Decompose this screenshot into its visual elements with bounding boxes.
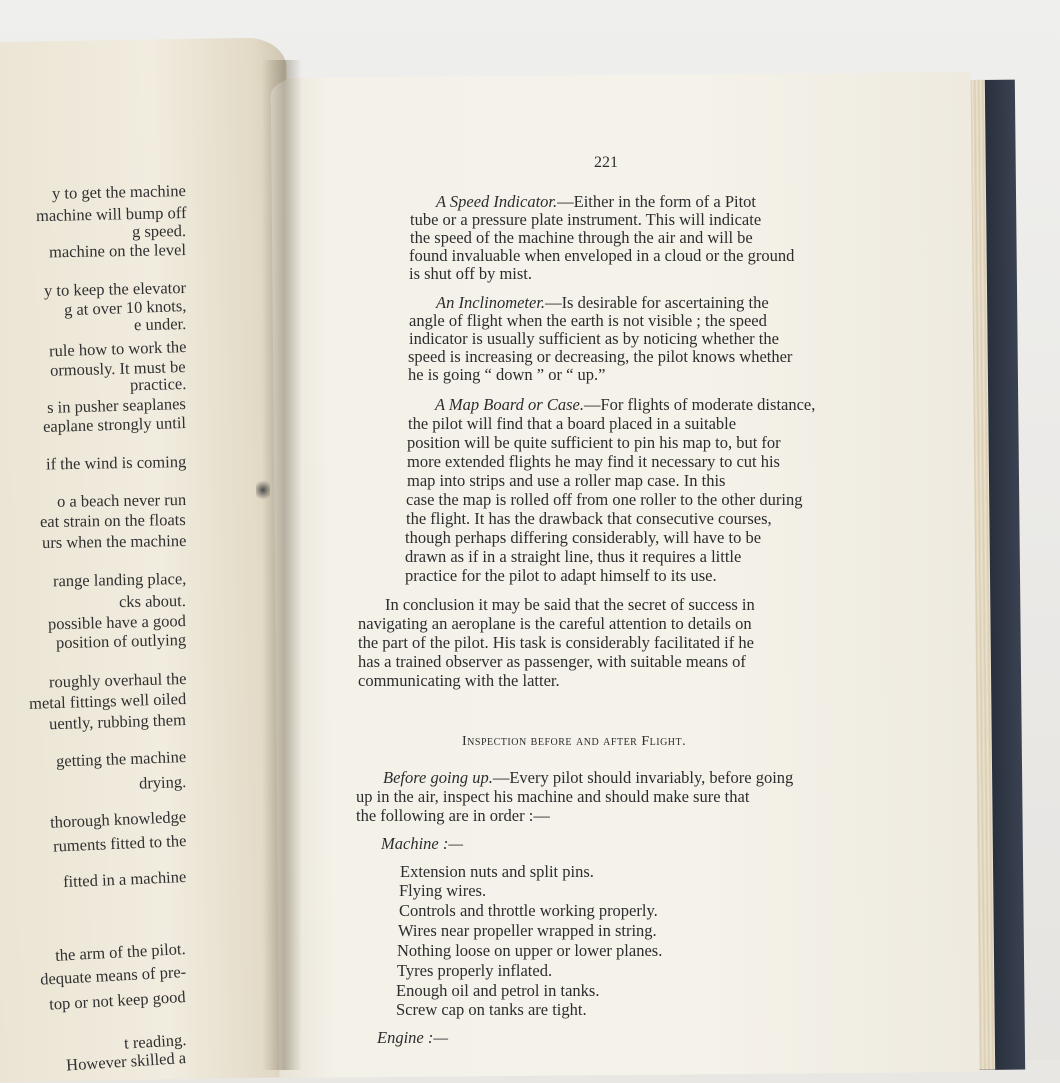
left-page-line: cks about. [118,591,187,612]
left-page-line: dequate means of pre- [39,962,187,989]
left-page-line: if the wind is coming [45,452,187,474]
left-page-line: However skilled a [65,1048,187,1075]
machine-item-5: Nothing loose on upper or lower planes. [397,941,663,960]
left-page-line: o a beach never run [56,490,187,511]
book-gutter [262,60,302,1070]
left-page-line: range landing place, [52,569,187,591]
map-board-line-6: case the map is rolled off from one roller to the other during [406,490,803,509]
map-board-line-3: position will be quite sufficient to pin his map to, but for [407,433,781,452]
left-page-line: t reading. [123,1030,187,1053]
machine-item-1: Extension nuts and split pins. [400,862,594,881]
before-going-up-heading: Before going up. [383,768,493,787]
left-page-line: position of outlying [55,630,187,653]
left-page-line: g at over 10 knots, [63,296,187,320]
speed-indicator-text: —Either in the form of a Pitot [557,192,757,211]
left-page-line: urs when the machine [41,531,187,553]
map-board-line-7: the flight. It has the drawback that consecutive courses, [406,509,772,528]
left-page-line: getting the machine [55,747,187,771]
machine-label: Machine :— [381,834,464,853]
ink-stain [256,478,270,502]
map-board-line-9: drawn as if in a straight line, thus it requires a little [405,547,742,566]
left-page-line: rule how to work the [48,337,187,361]
machine-item-7: Enough oil and petrol in tanks. [396,981,600,1000]
speed-indicator-line-2: tube or a pressure plate instrument. This will indicate [410,210,762,229]
left-page-line: g speed. [131,221,187,241]
machine-item-3: Controls and throttle working properly. [399,901,658,920]
before-going-up-line-2: up in the air, inspect his machine and should make sure that [356,787,750,806]
speed-indicator-line-3: the speed of the machine through the air and will be [410,228,753,247]
map-board-line-8: though perhaps differing considerably, will have to be [405,528,762,547]
left-page-line: fitted in a machine [62,867,187,892]
left-page-line: possible have a good [47,611,187,634]
before-going-up-line-3: the following are in order :— [356,806,550,825]
engine-label: Engine :— [377,1028,449,1047]
section-title: Inspection before and after Flight. [462,734,687,749]
conclusion-line-4: has a trained observer as passenger, with suitable means of [358,652,746,671]
inclinometer-heading: An Inclinometer. [436,293,546,312]
left-page-line: metal fittings well oiled [28,689,187,713]
conclusion-line-2: navigating an aeroplane is the careful attention to details on [358,614,752,633]
machine-item-2: Flying wires. [399,881,487,900]
inclinometer-line-2: angle of flight when the earth is not visible ; the speed [409,311,767,330]
left-page-line: the arm of the pilot. [55,939,187,965]
machine-item-4: Wires near propeller wrapped in string. [398,921,657,940]
left-page-line: ruments fitted to the [52,831,187,856]
map-board-line-10: practice for the pilot to adapt himself to its use. [405,566,717,585]
left-page-line: y to get the machine [52,181,187,203]
map-board-line-4: more extended flights he may find it necessary to cut his [407,452,780,471]
left-page-line: practice. [129,374,187,395]
left-page-line: roughly overhaul the [48,669,187,692]
before-going-up-text: —Every pilot should invariably, before going [492,768,794,787]
left-page-line: drying. [138,772,187,793]
left-page-line: y to keep the elevator [43,278,187,300]
left-page-line: machine on the level [48,240,187,262]
conclusion-line-5: communicating with the latter. [358,671,560,690]
left-page-line: top or not keep good [49,987,187,1014]
map-board-line-5: map into strips and use a roller map case. In this [407,471,726,490]
map-board-heading: A Map Board or Case. [435,395,584,414]
left-page-line: s in pusher seaplanes [46,394,187,417]
speed-indicator-line-5: is shut off by mist. [409,264,533,283]
machine-item-6: Tyres properly inflated. [397,961,553,980]
inclinometer-line-5: he is going “ down ” or “ up.” [408,365,606,384]
conclusion-line-1: In conclusion it may be said that the secret of success in [385,595,755,614]
left-page-line: eaplane strongly until [42,413,187,436]
left-page-line: thorough knowledge [49,807,187,832]
left-page-line: ormously. It must be [50,357,187,380]
machine-item-8: Screw cap on tanks are tight. [396,1000,587,1019]
left-page-line: eat strain on the floats [40,510,187,532]
left-page-line: uently, rubbing them [48,710,187,734]
conclusion-line-3: the part of the pilot. His task is considerably facilitated if he [358,633,754,652]
left-page-line: e under. [133,314,187,335]
inclinometer-text: —Is desirable for ascertaining the [545,293,769,312]
page-number: 221 [594,154,618,171]
inclinometer-line-4: speed is increasing or decreasing, the pilot knows whether [408,347,793,366]
speed-indicator-line-1 [436,192,756,211]
left-page-line: machine will bump off [35,203,187,226]
inclinometer-line-1 [436,293,769,312]
inclinometer-line-3: indicator is usually sufficient as by noticing whether the [409,329,779,348]
map-board-text: —For flights of moderate distance, [583,395,816,414]
speed-indicator-line-4: found invaluable when enveloped in a cloud or the ground [409,246,795,265]
speed-indicator-heading: A Speed Indicator. [436,192,558,211]
map-board-line-1 [435,395,815,414]
before-going-up-line-1 [383,768,793,787]
map-board-line-2: the pilot will find that a board placed in a suitable [408,414,737,433]
